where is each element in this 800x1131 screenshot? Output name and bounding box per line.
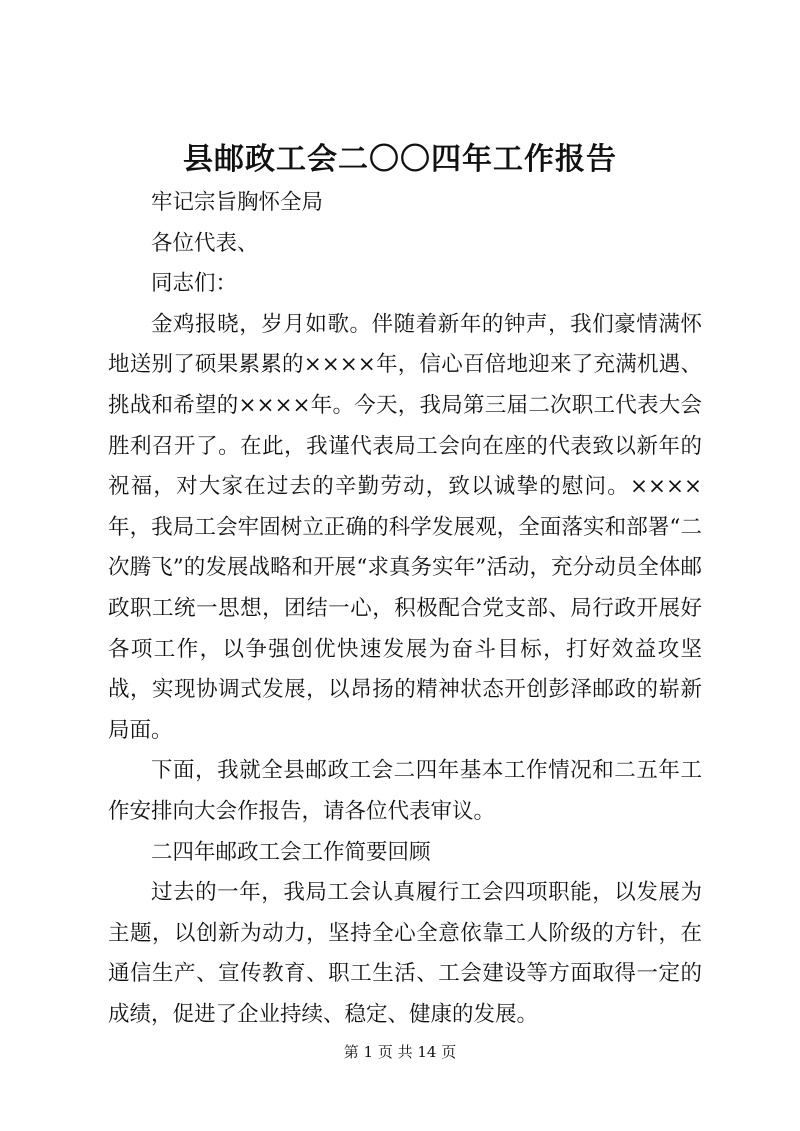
page-number-footer: 第 1 页 共 14 页 bbox=[343, 1043, 457, 1061]
body-paragraph: 下面，我就全县邮政工会二四年基本工作情况和二五年工作安排向大会作报告，请各位代表审议。 bbox=[108, 758, 702, 824]
section-heading: 二四年邮政工会工作简要回顾 bbox=[151, 839, 431, 865]
subtitle-line: 牢记宗旨胸怀全局 bbox=[151, 190, 324, 215]
document-body bbox=[108, 183, 702, 1035]
document-title: 县邮政工会二〇〇四年工作报告 bbox=[183, 142, 617, 177]
salutation-line: 同志们： bbox=[151, 271, 238, 297]
body-paragraph: 过去的一年，我局工会认真履行工会四项职能，以发展为主题，以创新为动力，坚持全心全意依靠工人阶级的方针，在通信生产、宣传教育、职工生活、工会建设等方面取得一定的成绩，促进了企业持续、稳定、健康的发展。 bbox=[108, 880, 702, 1027]
salutation-line: 各位代表、 bbox=[151, 230, 259, 256]
body-paragraph: 金鸡报晓，岁月如歌。伴随着新年的钟声，我们豪情满怀地送别了硕果累累的××××年，信心百倍地迎来了充满机遇、挑战和希望的××××年。今天，我局第三届二次职工代表大会胜利召开了。在此，我谨代表局工会向在座的代表致以新年的祝福，对大家在过去的辛勤劳动，致以诚挚的慰问。××××年，我局工会牢固树立正确的科学发展观，全面落实和部署“二次腾飞”的发展战略和开展“求真务实年”活动，充分动员全体邮政职工统一思想，团结一心，积极配合党支部、局行政开展好各项工作，以争强创优快速发展为奋斗目标，打好效益攻坚战，实现协调式发展，以昂扬的精神状态开创彭泽邮政的崭新局面。 bbox=[108, 311, 702, 743]
